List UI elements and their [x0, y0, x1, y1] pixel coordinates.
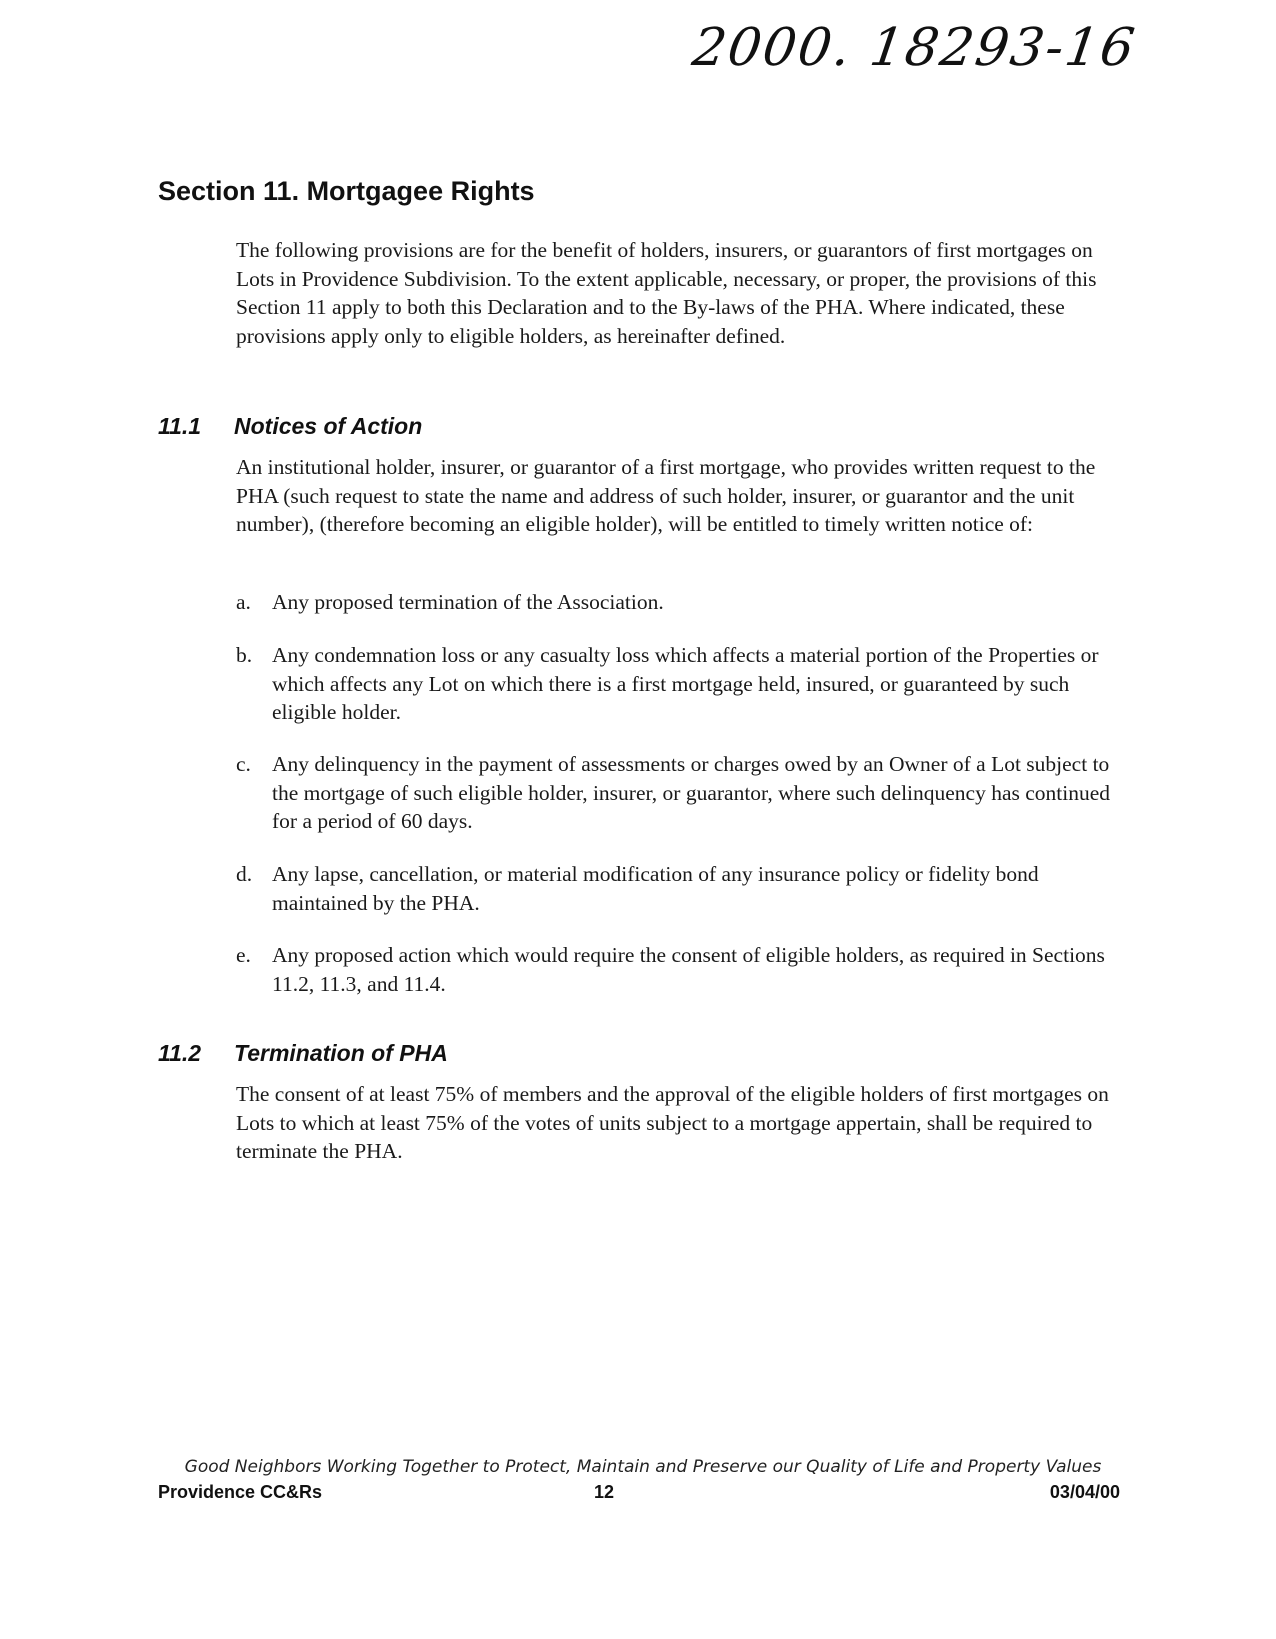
- footer-date: 03/04/00: [1049, 1482, 1120, 1502]
- list-item-letter: a.: [236, 590, 251, 614]
- subsection-heading-11-2: [158, 1040, 448, 1067]
- footer-page-number: 12: [594, 1482, 615, 1502]
- subsection-11-1-paragraph: An institutional holder, insurer, or guarantor of a first mortgage, who provides written request to the PHA (such request to state the name and address of such holder, insurer, or guarantor and the unit number), (therefore becoming an eligible holder), will be entitled to timely written notice of:: [236, 455, 1096, 536]
- list-item-e: [236, 941, 1136, 998]
- list-item-letter: e.: [236, 943, 251, 967]
- subsection-11-2-paragraph: The consent of at least 75% of members and the approval of the eligible holders of first mortgages on Lots to which at least 75% of the votes of units subject to a mortgage appertain, shall be required to terminate the PHA.: [236, 1082, 1109, 1163]
- footer-document-name: Providence CC&Rs: [158, 1482, 323, 1502]
- list-item-text: Any condemnation loss or any casualty loss which affects a material portion of the Properties or which affects any Lot on which there is a first mortgage held, insured, or guaranteed by such eligible holder.: [272, 643, 1099, 724]
- subsection-number: 11.2: [158, 1040, 202, 1066]
- subsection-title: Termination of PHA: [234, 1040, 448, 1066]
- subsection-number: 11.1: [158, 413, 202, 439]
- list-item-text: Any delinquency in the payment of assessments or charges owed by an Owner of a Lot subject to the mortgage of such eligible holder, insurer, or guarantor, where such delinquency has continued for a period of 60 days.: [272, 752, 1111, 833]
- list-item-letter: b.: [236, 643, 253, 667]
- list-item-text: Any lapse, cancellation, or material modification of any insurance policy or fidelity bond maintained by the PHA.: [272, 862, 1039, 915]
- subsection-heading-11-1: [158, 413, 422, 440]
- list-item-b: [236, 641, 1136, 727]
- list-item-c: [236, 750, 1136, 836]
- subsection-title: Notices of Action: [234, 413, 423, 439]
- section-title: Section 11. Mortgagee Rights: [158, 176, 535, 206]
- footer-tagline: Good Neighbors Working Together to Protect, Maintain and Preserve our Quality of Life and Property Values: [184, 1457, 1102, 1477]
- list-item-d: [236, 860, 1136, 917]
- footer: [158, 1482, 1120, 1506]
- list-item-text: Any proposed termination of the Association.: [272, 590, 664, 614]
- section-intro-paragraph: The following provisions are for the benefit of holders, insurers, or guarantors of first mortgages on Lots in Providence Subdivision. To the extent applicable, necessary, or proper, the provisions of this Section 11 apply to both this Declaration and to the By-laws of the PHA. Where indicated, these provisions apply only to eligible holders, as hereinafter defined.: [236, 238, 1097, 348]
- handwritten-recording-number: 2000. 18293-16: [689, 18, 1141, 78]
- list-item-letter: c.: [236, 752, 251, 776]
- list-item-a: [236, 588, 1136, 617]
- list-item-text: Any proposed action which would require the consent of eligible holders, as required in Sections 11.2, 11.3, and 11.4.: [272, 943, 1105, 996]
- list-item-letter: d.: [236, 862, 253, 886]
